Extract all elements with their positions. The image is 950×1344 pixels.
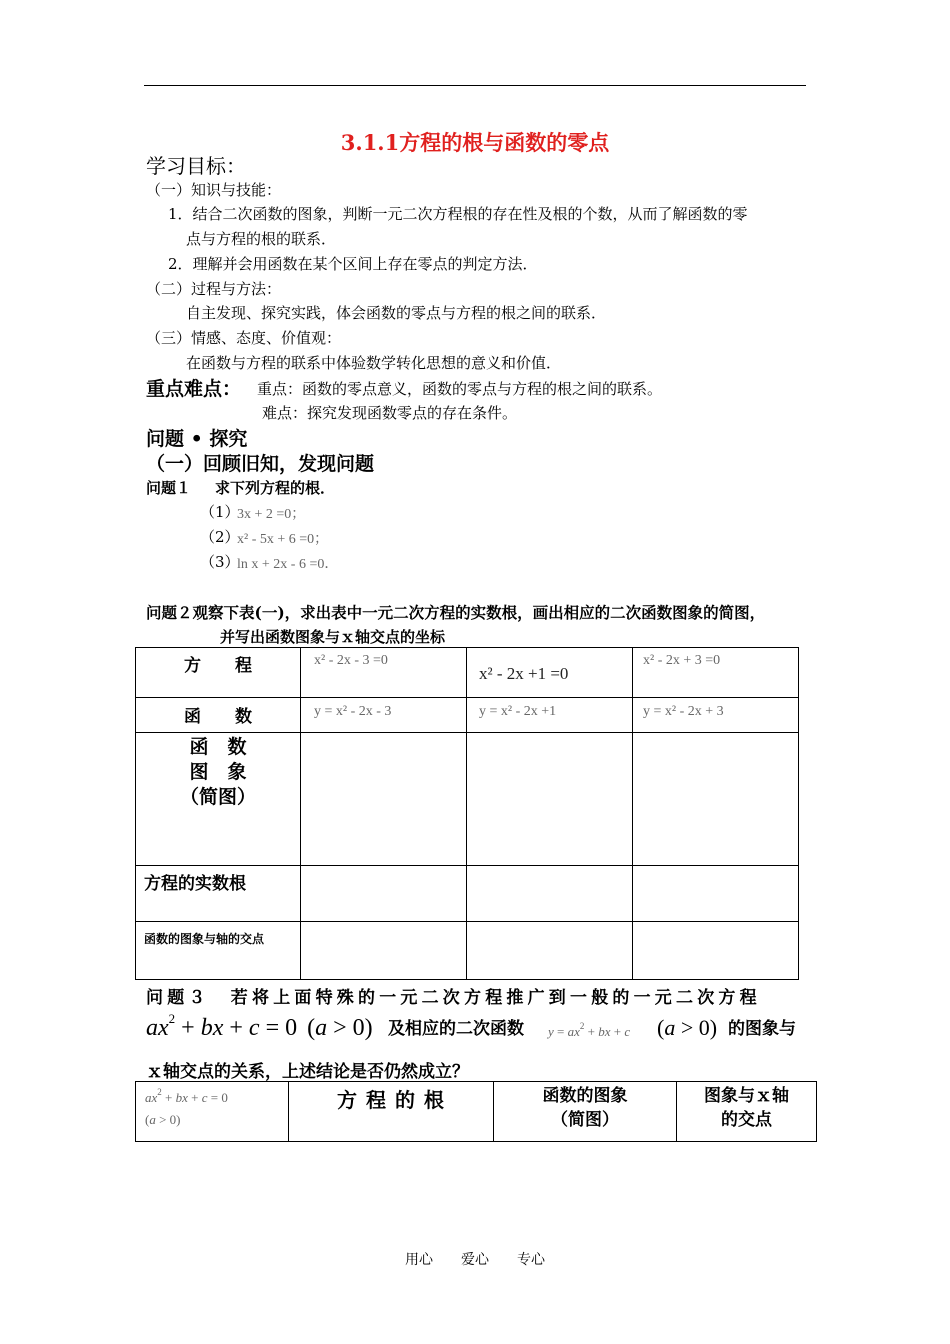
q1-eq1: 3x + 2 =0； xyxy=(237,507,306,522)
q2-eq2-cell xyxy=(467,648,633,698)
q2-fn3: y = x² - 2x + 3 xyxy=(643,704,724,719)
q2-roots2-cell[interactable] xyxy=(467,866,633,922)
q2-fn1: y = x² - 2x - 3 xyxy=(314,704,392,719)
q2-roots3-cell[interactable] xyxy=(633,866,799,922)
q3-general-equation: $ax^2$ + bx + c = 0 (a > 0) xyxy=(146,1011,373,1041)
q2-row-graph-header: 函 数 图 象 （简图） xyxy=(136,733,301,866)
q3-table xyxy=(135,1081,817,1142)
q3-roots-header: 方 程 的 根 xyxy=(289,1082,494,1142)
q1-eq3-number: （3） xyxy=(200,553,240,571)
q2-graph2-cell[interactable] xyxy=(467,733,633,866)
q1-eq3: ln x + 2x - 6 =0． xyxy=(237,557,339,572)
q2-graph1-cell[interactable] xyxy=(301,733,467,866)
goals-item1-line1: 1．结合二次函数的图象，判断一元二次方程根的存在性及根的个数，从而了解函数的零 xyxy=(168,205,748,223)
q3-tail-text: 的图象与 xyxy=(728,1019,796,1039)
q2-eq2: x² - 2x +1 =0 xyxy=(479,664,569,683)
q2-table xyxy=(135,647,799,980)
goals-part3-text: 在函数与方程的联系中体验数学转化思想的意义和价值． xyxy=(186,354,562,372)
page-footer: 用心 爱心 专心 xyxy=(405,1252,545,1268)
goals-heading: 学习目标： xyxy=(146,154,246,178)
q2-fn3-cell xyxy=(633,698,799,733)
q3-intersect-header: 图象与ｘ轴 的交点 xyxy=(677,1082,817,1142)
q3-graph-header: 函数的图象 （简图） xyxy=(494,1082,677,1142)
q2-fn2-cell xyxy=(467,698,633,733)
explore-subheading: （一）回顾旧知，发现问题 xyxy=(146,453,375,475)
q3-table-equation: $ax^2$ + bx + c = 0 xyxy=(145,1087,228,1105)
q3-line3: ｘ轴交点的关系，上述结论是否仍然成立？ xyxy=(146,1062,469,1082)
q1-eq2-number: （2） xyxy=(200,528,240,546)
q2-intersect1-cell[interactable] xyxy=(301,922,467,980)
keypoints-difficulty: 难点：探究发现函数零点的存在条件。 xyxy=(262,404,518,422)
q1-label: 问题１ xyxy=(146,479,192,497)
q2-eq1-cell xyxy=(301,648,467,698)
q2-row-eq-header: 方 程 xyxy=(136,648,301,698)
q2-row-fn-header: 函 数 xyxy=(136,698,301,733)
q2-fn2: y = x² - 2x +1 xyxy=(479,704,557,719)
q1-text: 求下列方程的根． xyxy=(215,479,336,497)
q2-intersect3-cell[interactable] xyxy=(633,922,799,980)
q2-row-intersect-header: 函数的图象与轴的交点 xyxy=(136,922,301,980)
page-title: 3.1.1方程的根与函数的零点 xyxy=(340,130,610,155)
goals-part2: （二）过程与方法： xyxy=(146,280,282,298)
goals-part3: （三）情感、态度、价值观： xyxy=(146,329,342,347)
keypoints-heading: 重点难点： xyxy=(146,378,242,400)
q2-eq1: x² - 2x - 3 =0 xyxy=(314,653,388,668)
explore-heading: 问题 • 探究 xyxy=(146,428,248,450)
q3-condition: (a > 0) xyxy=(657,1015,718,1040)
goals-part2-text: 自主发现、探究实践，体会函数的零点与方程的根之间的联系． xyxy=(186,304,607,322)
q2-intersect2-cell[interactable] xyxy=(467,922,633,980)
goals-item1-line2: 点与方程的根的联系． xyxy=(186,230,337,248)
q2-eq3: x² - 2x + 3 =0 xyxy=(643,653,721,668)
keypoints-key: 重点：函数的零点意义，函数的零点与方程的根之间的联系。 xyxy=(257,380,663,398)
q3-general-function: $y = ax^2$ + bx + c xyxy=(548,1021,631,1039)
q2-row-roots-header: 方程的实数根 xyxy=(136,866,301,922)
header-rule xyxy=(144,85,806,86)
q1-eq2: x² - 5x + 6 =0； xyxy=(237,532,329,547)
q2-line1: 问题２观察下表(一)，求出表中一元二次方程的实数根，画出相应的二次函数图象的简图， xyxy=(146,603,766,622)
q3-eq-cell xyxy=(136,1082,289,1142)
q1-eq1-number: （1） xyxy=(200,503,240,521)
q3-mid-text: 及相应的二次函数 xyxy=(388,1019,524,1039)
q3-table-condition: (a > 0) xyxy=(145,1112,181,1127)
goals-item2: 2．理解并会用函数在某个区间上存在零点的判定方法． xyxy=(168,255,538,273)
q3-line1: 问题３ 若将上面特殊的一元二次方程推广到一般的一元二次方程 xyxy=(146,988,761,1008)
q2-fn1-cell xyxy=(301,698,467,733)
q2-eq3-cell xyxy=(633,648,799,698)
q2-graph3-cell[interactable] xyxy=(633,733,799,866)
q2-roots1-cell[interactable] xyxy=(301,866,467,922)
q2-line2: 并写出函数图象与ｘ轴交点的坐标 xyxy=(220,628,446,646)
goals-part1: （一）知识与技能： xyxy=(146,181,282,199)
